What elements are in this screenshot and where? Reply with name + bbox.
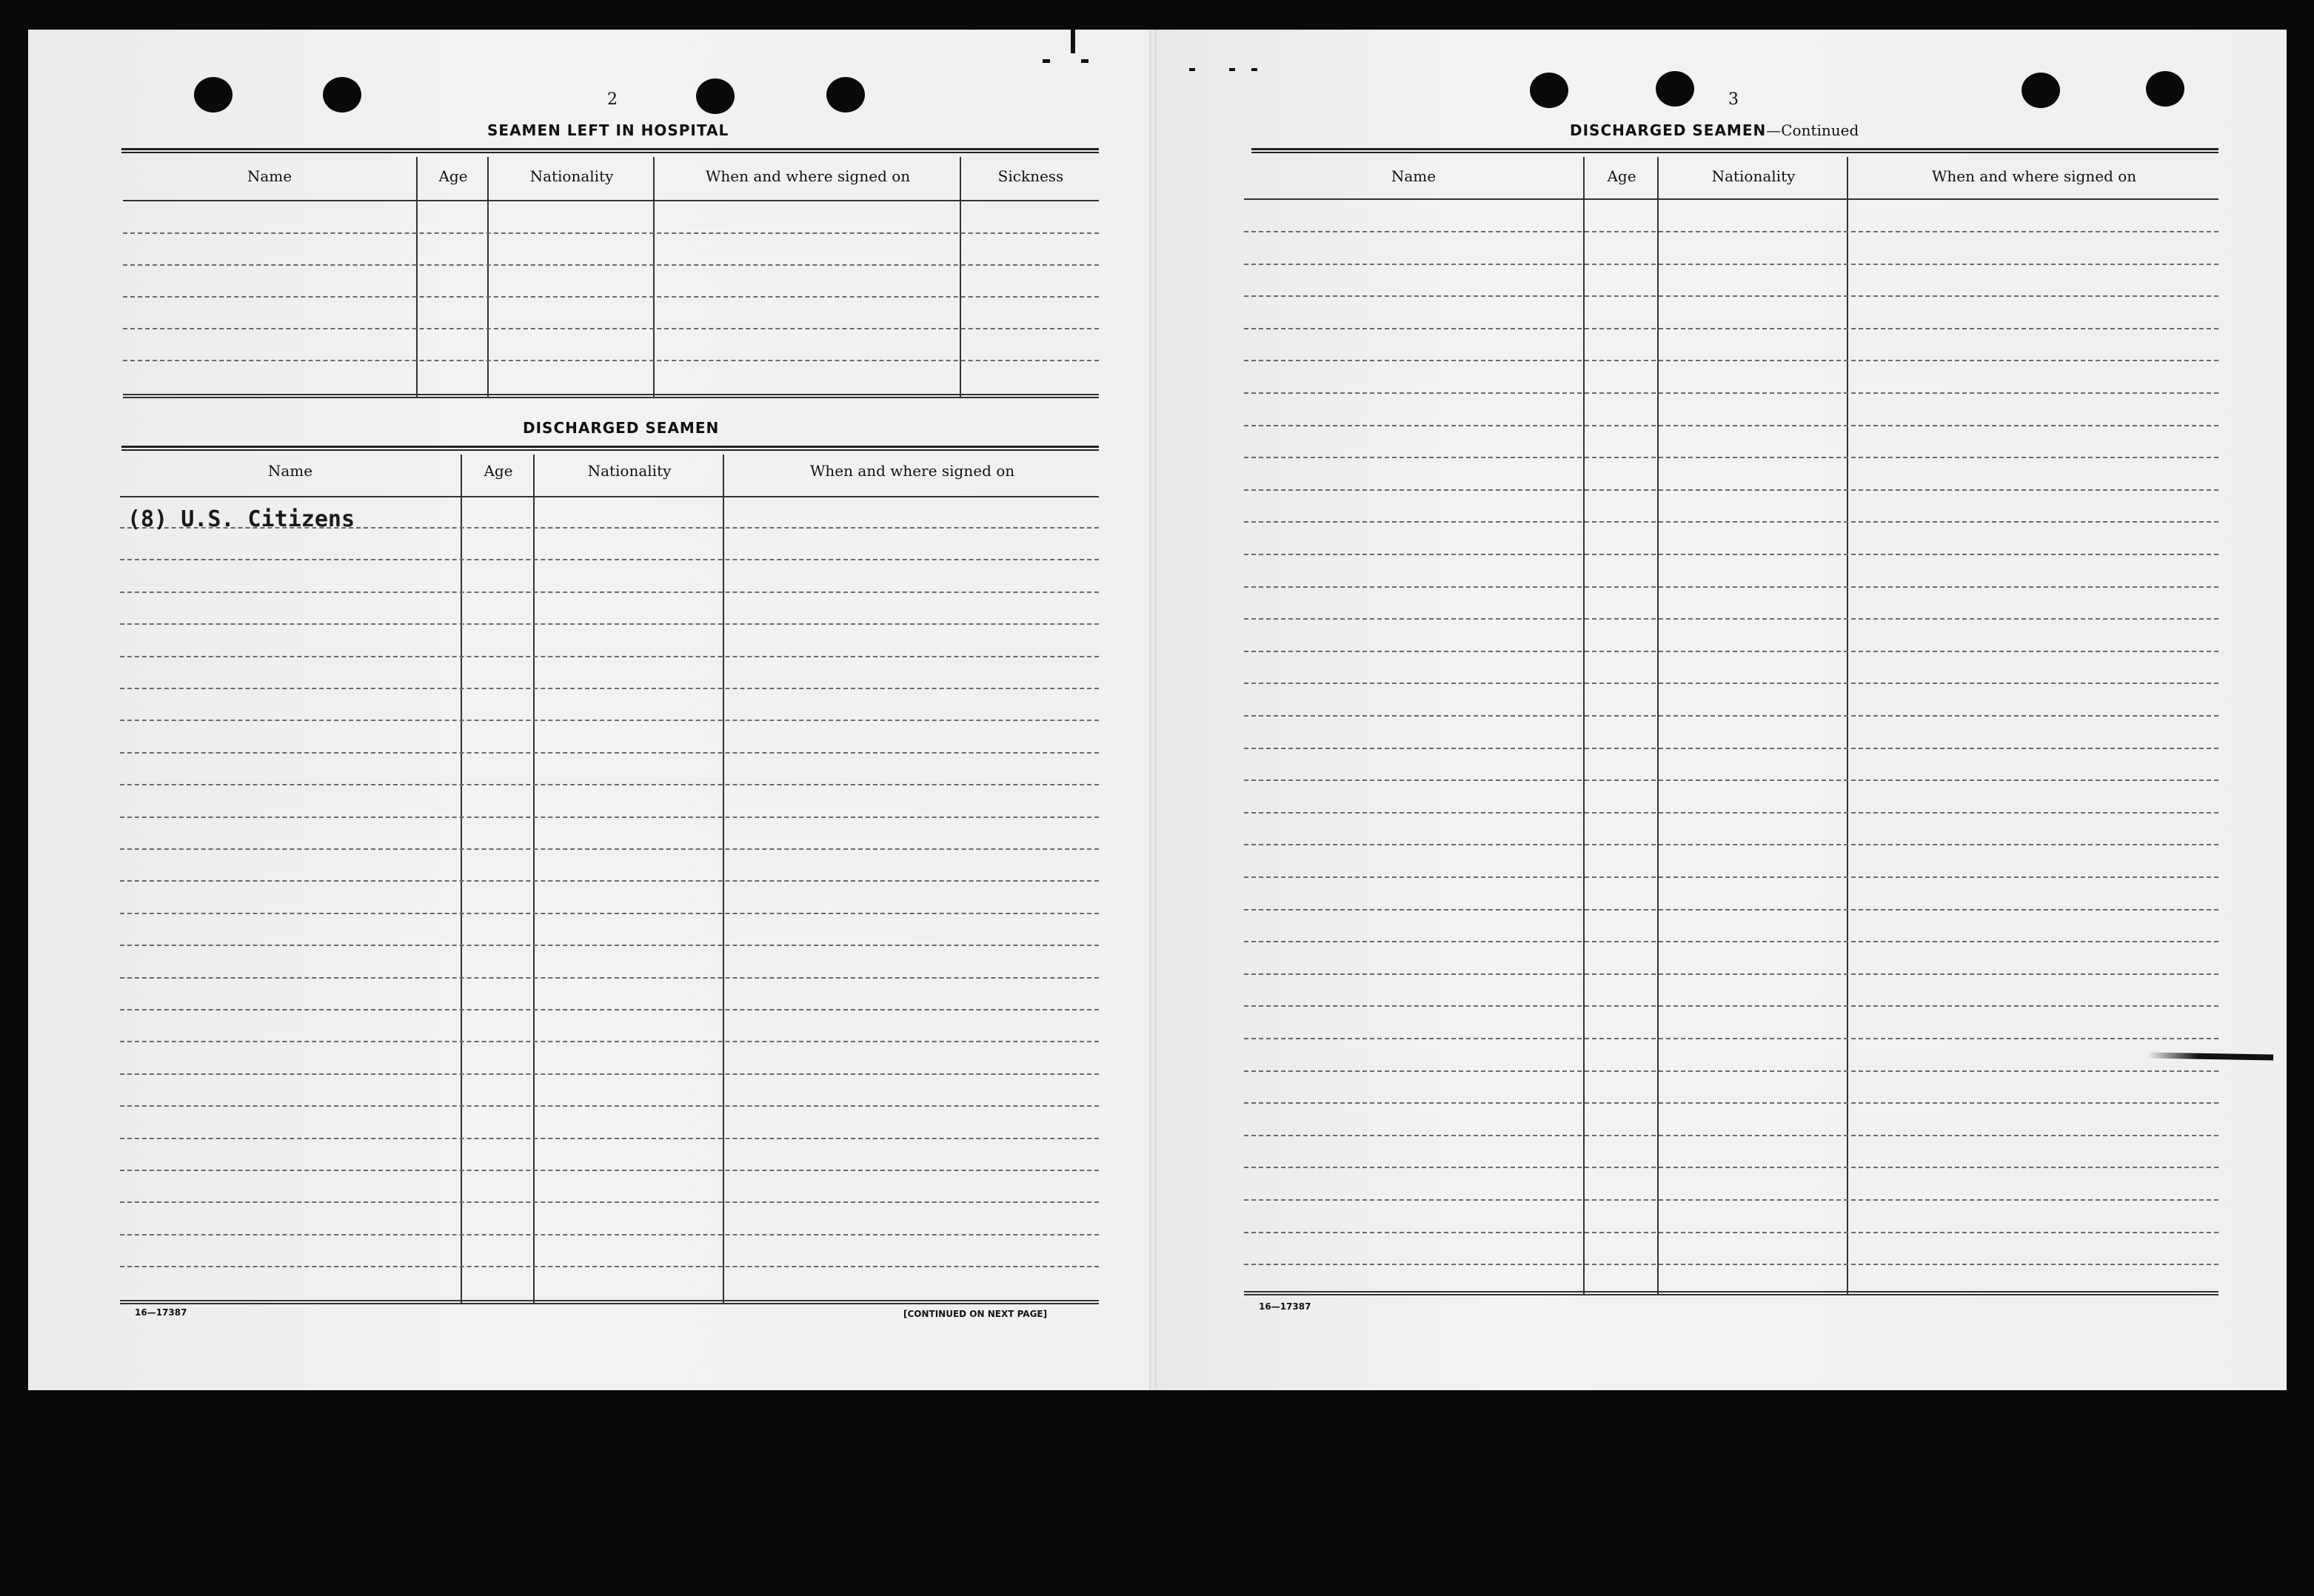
ledger-row-line: [1244, 844, 2218, 845]
title-rule: [1251, 148, 2218, 153]
ledger-row-line: [1244, 1264, 2218, 1265]
ledger-row-line: [120, 688, 1099, 689]
ledger-row-line: [1244, 748, 2218, 749]
title-rule: [121, 446, 1099, 451]
column-header-signed-on: When and where signed on: [705, 167, 911, 185]
table-bottom-rule: [123, 394, 1099, 398]
column-header-signed-on: When and where signed on: [809, 462, 1015, 480]
ledger-row-line: [120, 913, 1099, 914]
binder-hole: [194, 77, 233, 113]
ledger-row-line: [123, 264, 1099, 266]
scan-mark: [1251, 68, 1257, 71]
ledger-row-line: [120, 1234, 1099, 1235]
table-bottom-rule: [1244, 1291, 2218, 1295]
ledger-row-line: [1244, 973, 2218, 975]
column-name: [120, 455, 461, 1304]
title-suffix: —Continued: [1766, 121, 1859, 139]
column-header-age: Age: [1607, 167, 1636, 185]
ledger-row-line: [120, 977, 1099, 979]
ledger-row-line: [120, 817, 1099, 818]
header-rule: [1244, 198, 2218, 200]
ledger-row-line: [1244, 295, 2218, 297]
ledger-row-line: [1244, 618, 2218, 620]
ledger-row-line: [1244, 876, 2218, 878]
scan-mark: [1229, 68, 1235, 71]
column-header-name: Name: [267, 462, 313, 480]
scan-mark: [1071, 28, 1075, 53]
ledger-row-line: [123, 360, 1099, 361]
ledger-row-line: [120, 752, 1099, 754]
ledger-row-line: [120, 623, 1099, 625]
column-header-age: Age: [438, 167, 468, 185]
ledger-row-line: [1244, 683, 2218, 684]
hospital-section-title: SEAMEN LEFT IN HOSPITAL: [487, 121, 729, 139]
typed-entry: (8) U.S. Citizens: [127, 506, 355, 532]
discharged-section-title: DISCHARGED SEAMEN: [523, 419, 720, 437]
ledger-row-line: [1244, 1005, 2218, 1007]
ledger-row-line: [120, 1201, 1099, 1203]
ledger-row-line: [1244, 1232, 2218, 1233]
page-spine: [1149, 30, 1157, 1390]
ledger-row-line: [1244, 392, 2218, 394]
binder-hole: [2022, 73, 2060, 108]
column-header-signed-on: When and where signed on: [1931, 167, 2137, 185]
ledger-row-line: [1244, 779, 2218, 781]
header-rule: [123, 200, 1099, 201]
ledger-row-line: [1244, 1038, 2218, 1039]
table-bottom-rule: [120, 1300, 1099, 1304]
discharged-table: [120, 455, 1099, 1304]
binder-hole: [2146, 71, 2184, 107]
ledger-row-line: [120, 1009, 1099, 1010]
ledger-row-line: [123, 296, 1099, 298]
column-header-name: Name: [247, 167, 292, 185]
page-number: 2: [607, 90, 618, 109]
scan-mark: [1081, 59, 1089, 63]
ledger-row-line: [120, 1266, 1099, 1267]
column-name: [123, 157, 416, 398]
ledger-row-line: [120, 1105, 1099, 1107]
ledger-row-line: [1244, 457, 2218, 458]
ledger-row-line: [120, 784, 1099, 785]
column-age: [461, 455, 535, 1304]
column-signed-on: [723, 455, 1100, 1304]
ledger-row-line: [123, 232, 1099, 234]
ledger-row-line: [120, 559, 1099, 560]
ledger-row-line: [1244, 231, 2218, 232]
column-nationality: [533, 455, 724, 1304]
continued-note: [CONTINUED ON NEXT PAGE]: [903, 1309, 1048, 1319]
binder-hole: [696, 78, 735, 114]
ledger-row-line: [1244, 328, 2218, 329]
title-rule: [121, 148, 1099, 153]
binder-hole: [1530, 73, 1568, 108]
page-number: 3: [1728, 90, 1739, 109]
ledger-row-line: [1244, 360, 2218, 361]
column-header-age: Age: [484, 462, 513, 480]
ledger-row-line: [120, 591, 1099, 593]
ledger-row-line: [1244, 941, 2218, 942]
ledger-row-line: [1244, 554, 2218, 555]
ledger-row-line: [120, 1041, 1099, 1042]
ledger-row-line: [1244, 715, 2218, 717]
ledger-row-line: [123, 328, 1099, 329]
ledger-row-line: [1244, 1102, 2218, 1104]
title-main: DISCHARGED SEAMEN: [1570, 121, 1767, 139]
header-rule: [120, 496, 1099, 497]
column-header-sickness: Sickness: [997, 167, 1064, 185]
ledger-row-line: [1244, 651, 2218, 652]
ledger-row-line: [120, 945, 1099, 946]
ledger-row-line: [1244, 425, 2218, 426]
binder-hole: [826, 77, 865, 113]
discharged-table-continued: [1244, 157, 2218, 1295]
ledger-row-line: [1244, 909, 2218, 911]
ledger-row-line: [120, 656, 1099, 657]
ledger-row-line: [120, 1138, 1099, 1139]
ledger-row-line: [120, 1170, 1099, 1171]
ledger-row-line: [1244, 586, 2218, 588]
column-header-nationality: Nationality: [587, 462, 672, 480]
column-nationality: [487, 157, 655, 398]
column-sickness: [960, 157, 1100, 398]
ledger-row-line: [1244, 521, 2218, 523]
ledger-row-line: [1244, 1135, 2218, 1136]
binder-hole: [323, 77, 361, 113]
ledger-row-line: [120, 848, 1099, 850]
ledger-row-line: [1244, 812, 2218, 814]
hospital-table: [123, 157, 1099, 398]
ledger-row-line: [1244, 264, 2218, 265]
column-age: [416, 157, 489, 398]
binder-hole: [1656, 71, 1694, 107]
column-header-nationality: Nationality: [529, 167, 614, 185]
ledger-row-line: [120, 1073, 1099, 1075]
ledger-row-line: [120, 880, 1099, 882]
ledger-row-line: [1244, 1167, 2218, 1168]
form-number: 16—17387: [135, 1307, 187, 1318]
scan-mark: [1189, 68, 1195, 71]
ledger-row-line: [1244, 489, 2218, 491]
ledger-row-line: [1244, 1199, 2218, 1201]
discharged-continued-title: [1570, 121, 1859, 139]
scan-mark: [1043, 59, 1050, 63]
column-signed-on: [653, 157, 961, 398]
column-header-name: Name: [1391, 167, 1437, 185]
ledger-row-line: [1244, 1070, 2218, 1072]
column-header-nationality: Nationality: [1711, 167, 1796, 185]
ledger-row-line: [120, 720, 1099, 721]
form-number: 16—17387: [1259, 1301, 1311, 1312]
